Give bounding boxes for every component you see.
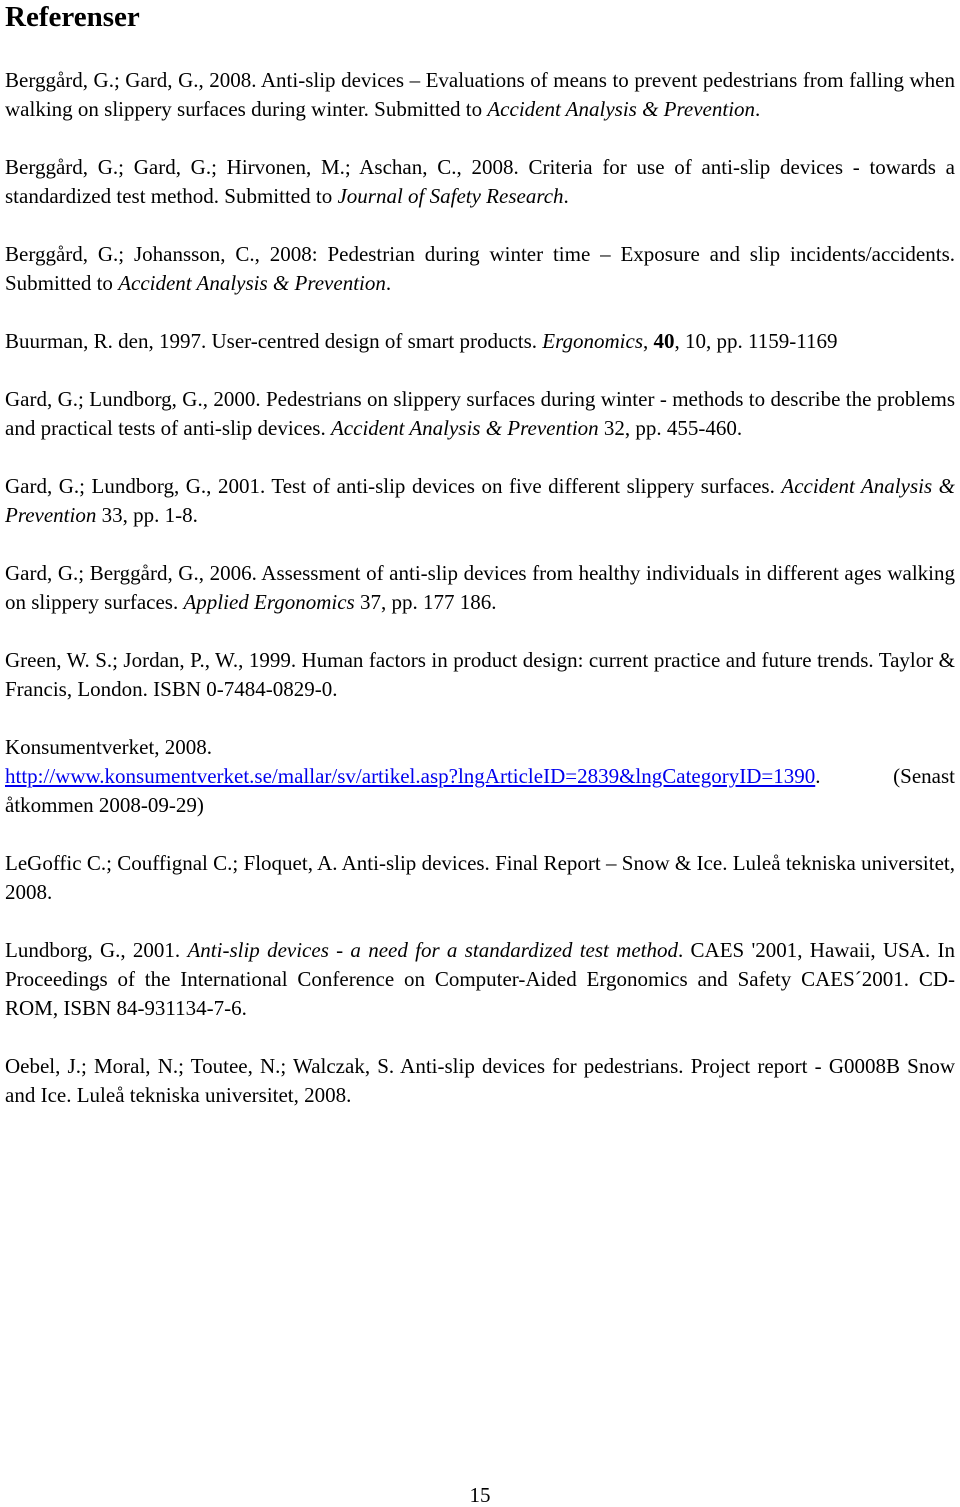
reference-text: Human factors in product design: current practice and future trends. Taylor & Francis, London. ISBN 0-7484-0829-0. (5, 648, 955, 701)
reference-link[interactable]: http://www.konsumentverket.se/mallar/sv/artikel.asp?lngArticleID=2839&lngCategoryID=1390 (5, 764, 816, 788)
reference-tail: . (Senast åtkommen 2008-09-29) (5, 764, 955, 817)
reference-tail: . (385, 271, 392, 295)
reference-item (5, 153, 955, 211)
reference-venue: Ergonomics (542, 329, 644, 353)
reference-authors: LeGoffic C.; Couffignal C.; Floquet, A. (5, 851, 338, 875)
reference-item (5, 1052, 955, 1110)
reference-venue: Accident Analysis & Prevention (487, 97, 756, 121)
reference-authors: Lundborg, G., 2001. (5, 938, 181, 962)
reference-text: Test of anti-slip devices on five different slippery surfaces. (265, 474, 782, 498)
reference-item (5, 472, 955, 530)
reference-text: Criteria for use of anti-slip devices - towards a standardized test method. Submitted to (5, 155, 955, 208)
reference-item (5, 385, 955, 443)
reference-text: Anti-slip devices. Final Report – Snow & Ice. Luleå tekniska universitet, 2008. (5, 851, 955, 904)
reference-text: User-centred design of smart products. (206, 329, 543, 353)
reference-text: Pedestrian during winter time – Exposure and slip incidents/accidents. Submitted to (5, 242, 956, 295)
reference-item (5, 327, 955, 356)
reference-item (5, 559, 955, 617)
reference-authors: Berggård, G.; Gard, G.; Hirvonen, M.; Aschan, C., 2008. (5, 155, 519, 179)
reference-tail: . CAES '2001, Hawaii, USA. In Proceedings of the International Conference on Computer-Aided Ergonomics and Safety CAES´2001. CD-ROM, ISBN 84-931134-7-6. (5, 938, 956, 1020)
reference-text: Anti-slip devices – Evaluations of means to prevent pedestrians from falling when walking on slippery surfaces during winter. Submitted to (5, 68, 955, 121)
reference-authors: Gard, G.; Berggård, G., 2006. (5, 561, 257, 585)
reference-item (5, 240, 955, 298)
reference-text: Assessment of anti-slip devices from healthy individuals in different ages walking on slippery surfaces. (5, 561, 955, 614)
reference-volume: 40 (653, 329, 675, 353)
reference-venue: Applied Ergonomics (183, 590, 355, 614)
reference-item (5, 646, 955, 704)
reference-authors: Green, W. S.; Jordan, P., W., 1999. (5, 648, 297, 672)
reference-volume-prefix: , (643, 329, 654, 353)
reference-venue: Journal of Safety Research (337, 184, 564, 208)
reference-item (5, 733, 955, 820)
reference-venue: Accident Analysis & Prevention (118, 271, 386, 295)
reference-list (5, 66, 955, 1139)
reference-authors: Buurman, R. den, 1997. (5, 329, 207, 353)
reference-tail: . (755, 97, 761, 121)
reference-tail: 37, pp. 177 186. (354, 590, 497, 614)
reference-venue: Anti-slip devices - a need for a standardized test method (187, 938, 678, 962)
page-title: Referenser (5, 1, 140, 33)
reference-authors: Gard, G.; Lundborg, G., 2000. (5, 387, 261, 411)
reference-tail: 33, pp. 1-8. (96, 503, 198, 527)
reference-authors: Berggård, G.; Johansson, C., 2008: (5, 242, 318, 266)
page-number: 15 (469, 1483, 491, 1507)
reference-text: Anti-slip devices for pedestrians. Project report - G0008B Snow and Ice. Luleå tekniska universitet, 2008. (5, 1054, 956, 1107)
reference-authors: Berggård, G.; Gard, G., 2008. (5, 68, 257, 92)
reference-venue: Accident Analysis & Prevention (5, 474, 956, 527)
reference-tail: . (563, 184, 569, 208)
reference-venue: Accident Analysis & Prevention (330, 416, 599, 440)
reference-authors: Oebel, J.; Moral, N.; Toutee, N.; Walczak, S. (5, 1054, 395, 1078)
reference-authors: Konsumentverket, 2008. (5, 735, 213, 759)
reference-item (5, 849, 955, 907)
reference-item (5, 936, 955, 1023)
reference-authors: Gard, G.; Lundborg, G., 2001. (5, 474, 266, 498)
reference-text: Pedestrians on slippery surfaces during winter - methods to describe the problems and practical tests of anti-slip devices. (5, 387, 955, 440)
reference-tail: , 10, pp. 1159-1169 (674, 329, 838, 353)
reference-tail: 32, pp. 455-460. (598, 416, 743, 440)
reference-item (5, 66, 955, 124)
